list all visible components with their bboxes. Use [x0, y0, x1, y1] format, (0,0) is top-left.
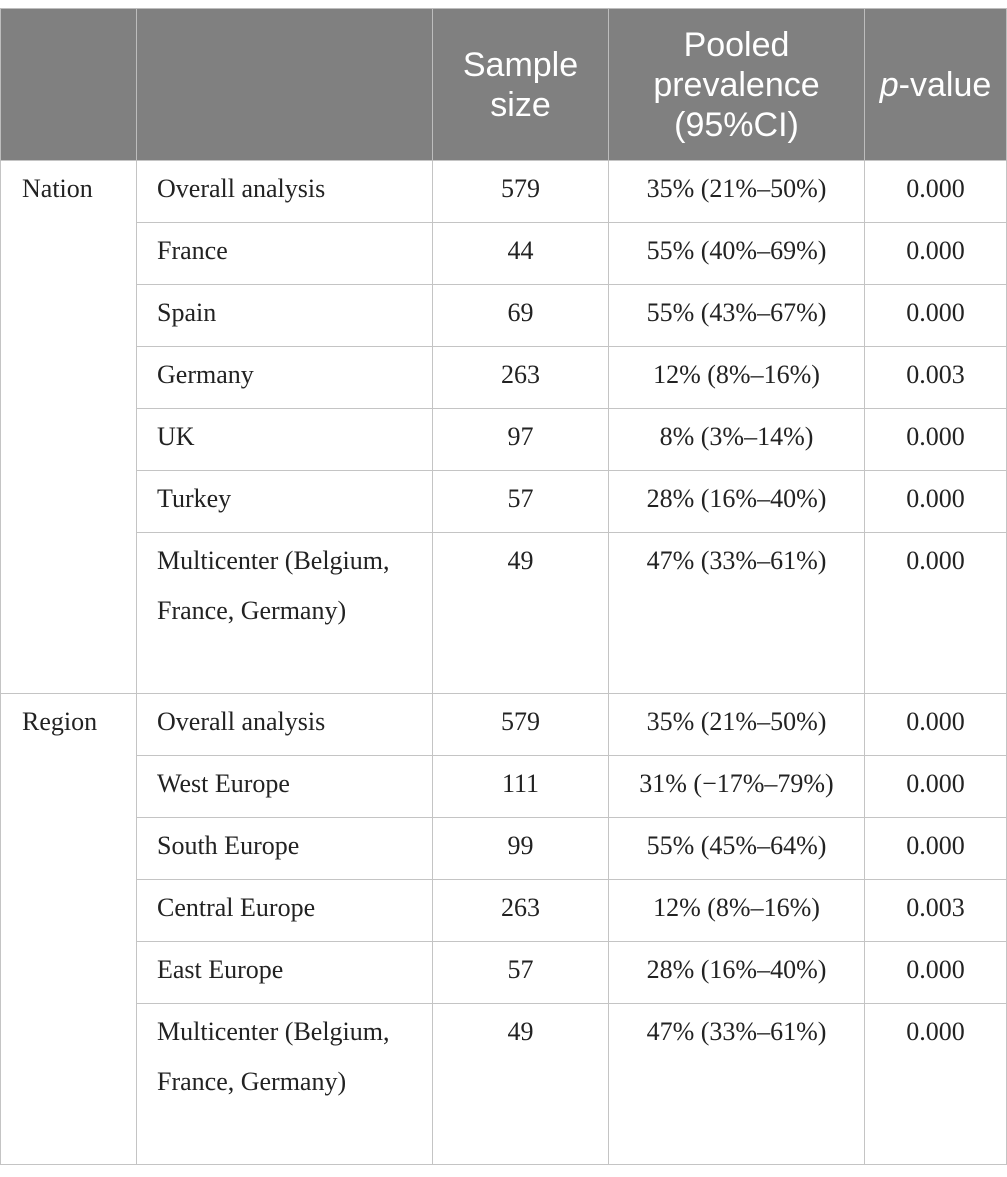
p-value-cell: 0.000 [865, 942, 1007, 1004]
sample-size-cell: 49 [433, 533, 609, 694]
row-label: West Europe [137, 756, 433, 818]
sample-size-cell: 263 [433, 347, 609, 409]
p-value-cell: 0.000 [865, 471, 1007, 533]
prevalence-cell: 35% (21%–50%) [609, 694, 865, 756]
sample-size-cell: 111 [433, 756, 609, 818]
table-row [1, 756, 1007, 818]
row-label: Multicenter (Belgium, France, Germany) [137, 533, 433, 694]
header-pooled-prevalence: Pooled prevalence (95%CI) [609, 9, 865, 161]
header-sample-size: Sample size [433, 9, 609, 161]
header-group [1, 9, 137, 161]
table-row [1, 471, 1007, 533]
sample-size-cell: 57 [433, 942, 609, 1004]
header-row [1, 9, 1007, 161]
prevalence-cell: 12% (8%–16%) [609, 880, 865, 942]
row-label: Overall analysis [137, 694, 433, 756]
prevalence-cell: 28% (16%–40%) [609, 942, 865, 1004]
table-row [1, 533, 1007, 694]
table-row [1, 161, 1007, 223]
header-subgroup [137, 9, 433, 161]
table-row [1, 880, 1007, 942]
table-row [1, 223, 1007, 285]
sample-size-cell: 44 [433, 223, 609, 285]
table-row [1, 694, 1007, 756]
table-row [1, 1004, 1007, 1165]
sample-size-cell: 69 [433, 285, 609, 347]
prevalence-cell: 12% (8%–16%) [609, 347, 865, 409]
row-label: East Europe [137, 942, 433, 1004]
row-label: Multicenter (Belgium, France, Germany) [137, 1004, 433, 1165]
p-value-cell: 0.000 [865, 161, 1007, 223]
prevalence-cell: 31% (−17%–79%) [609, 756, 865, 818]
table-row [1, 942, 1007, 1004]
p-value-cell: 0.000 [865, 756, 1007, 818]
group-cell-region [1, 694, 137, 1165]
p-value-cell: 0.000 [865, 285, 1007, 347]
sample-size-cell: 49 [433, 1004, 609, 1165]
group-label: Nation [22, 174, 93, 203]
p-value-cell: 0.003 [865, 880, 1007, 942]
prevalence-cell: 55% (40%–69%) [609, 223, 865, 285]
row-label: France [137, 223, 433, 285]
p-value-cell: 0.000 [865, 533, 1007, 694]
row-label: Overall analysis [137, 161, 433, 223]
prevalence-cell: 47% (33%–61%) [609, 533, 865, 694]
sample-size-cell: 57 [433, 471, 609, 533]
p-value-cell: 0.000 [865, 818, 1007, 880]
table-row [1, 285, 1007, 347]
table-row [1, 409, 1007, 471]
sample-size-cell: 579 [433, 694, 609, 756]
row-label: Germany [137, 347, 433, 409]
p-value-cell: 0.000 [865, 223, 1007, 285]
prevalence-table [0, 8, 1007, 1165]
prevalence-cell: 8% (3%–14%) [609, 409, 865, 471]
sample-size-cell: 579 [433, 161, 609, 223]
row-label: Turkey [137, 471, 433, 533]
prevalence-cell: 55% (43%–67%) [609, 285, 865, 347]
sample-size-cell: 97 [433, 409, 609, 471]
prevalence-cell: 47% (33%–61%) [609, 1004, 865, 1165]
sample-size-cell: 99 [433, 818, 609, 880]
row-label: UK [137, 409, 433, 471]
prevalence-cell: 35% (21%–50%) [609, 161, 865, 223]
table-row [1, 818, 1007, 880]
group-cell-nation [1, 161, 137, 694]
row-label: Spain [137, 285, 433, 347]
prevalence-cell: 28% (16%–40%) [609, 471, 865, 533]
header-p-value [865, 9, 1007, 161]
prevalence-cell: 55% (45%–64%) [609, 818, 865, 880]
row-label: South Europe [137, 818, 433, 880]
p-value-suffix: -value [898, 65, 992, 104]
p-value-cell: 0.000 [865, 409, 1007, 471]
p-value-cell: 0.000 [865, 694, 1007, 756]
p-letter: p [879, 65, 899, 104]
sample-size-cell: 263 [433, 880, 609, 942]
p-value-cell: 0.000 [865, 1004, 1007, 1165]
table-row [1, 347, 1007, 409]
row-label: Central Europe [137, 880, 433, 942]
p-value-cell: 0.003 [865, 347, 1007, 409]
group-label: Region [22, 707, 98, 736]
